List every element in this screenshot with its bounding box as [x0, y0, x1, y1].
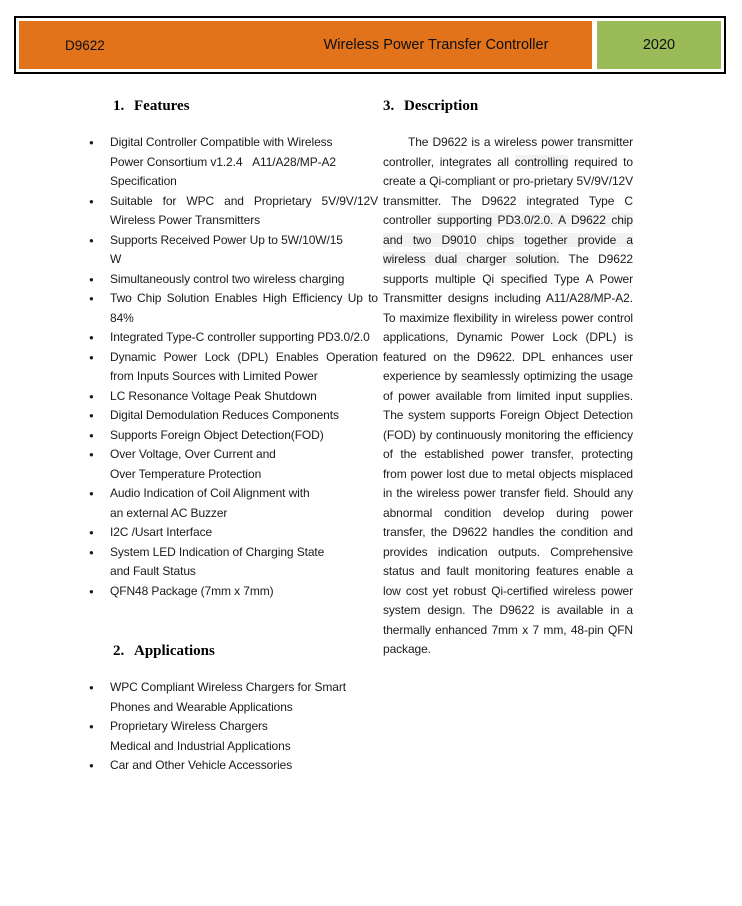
feature-item: ● I2C /Usart Interface: [88, 523, 378, 543]
application-item: ● WPC Compliant Wireless Chargers for Smart Phones and Wearable Applications: [88, 678, 378, 717]
features-heading-label: Features: [134, 98, 190, 114]
description-highlight-segment: controlling: [514, 154, 569, 169]
feature-item: ● Dynamic Power Lock (DPL) Enables Operation from Inputs Sources with Limited Power: [88, 348, 378, 387]
feature-item: ● QFN48 Package (7mm x 7mm): [88, 582, 378, 602]
features-heading: [88, 96, 378, 116]
feature-item: ● Digital Controller Compatible with Wireless Power Consortium v1.2.4 A11/A28/MP-A2 Specification: [88, 133, 378, 192]
feature-item: ● Simultaneously control two wireless charging: [88, 270, 378, 290]
application-item: ● Car and Other Vehicle Accessories: [88, 756, 378, 776]
feature-item: ● Audio Indication of Coil Alignment with an external AC Buzzer: [88, 484, 378, 523]
description-segment: The D9622 supports multiple Qi specified Type A Power Transmitter designs including A11/A28/MP-A2. To maximize flexibility in wireless power control applications, Dynamic Power Lock (DPL) is featured on the D9622. DPL enhances user experience by seamlessly optimizing the usage of power available from limited input supplies. The system supports Foreign Object Detection (FOD) by continuously monitoring the efficiency of the established power transfer, protecting from power lost due to metal objects misplaced in the wireless power transfer field. Should any abnormal condition develop during power transfer, the D9622 handles the condition and provides indication outputs. Comprehensive status and fault monitoring features enable a low cost yet robust Qi-certified wireless power system design. The D9622 is available in a thermally enhanced 7mm x 7 mm, 48-pin QFN package.: [383, 252, 633, 656]
header-orange-band: [19, 21, 592, 69]
feature-item: ● Digital Demodulation Reduces Components: [88, 406, 378, 426]
right-column: [383, 96, 633, 660]
feature-item: ● Two Chip Solution Enables High Efficiency Up to 84%: [88, 289, 378, 328]
year-badge: 2020: [597, 21, 721, 69]
description-heading-label: Description: [404, 98, 479, 114]
applications-heading: [88, 641, 378, 661]
feature-item: ● Supports Received Power Up to 5W/10W/15 W: [88, 231, 378, 270]
description-segment: The D9622 is a wireless power transmitter controller, integrates all: [383, 135, 633, 169]
description-paragraph: [383, 133, 633, 660]
left-column: [88, 96, 378, 776]
description-heading-number: 3.: [383, 98, 395, 114]
applications-list: [88, 678, 378, 776]
feature-item: ● Over Voltage, Over Current and Over Temperature Protection: [88, 445, 378, 484]
part-number: D9622: [65, 37, 105, 53]
description-segment: required to create a Qi-compliant or pro-prietary 5V/9V/12V transmitter. The D9622 integrated Type C controller: [383, 154, 633, 227]
applications-heading-label: Applications: [134, 643, 215, 659]
description-highlight-segment: supporting PD3.0/2.0. A D9622 chip and two D9010 chips together provide a wireless dual charger solution.: [383, 213, 634, 266]
features-list: [88, 133, 378, 601]
applications-heading-number: 2.: [113, 643, 125, 659]
header-banner: [14, 16, 726, 74]
feature-item: ● Integrated Type-C controller supporting PD3.0/2.0: [88, 328, 378, 348]
feature-item: ● LC Resonance Voltage Peak Shutdown: [88, 387, 378, 407]
feature-item: ● Suitable for WPC and Proprietary 5V/9V/12V Wireless Power Transmitters: [88, 192, 378, 231]
features-heading-number: 1.: [113, 98, 125, 114]
feature-item: ● System LED Indication of Charging State and Fault Status: [88, 543, 378, 582]
application-item: ● Proprietary Wireless Chargers Medical and Industrial Applications: [88, 717, 378, 756]
description-heading: [383, 96, 633, 116]
document-title: Wireless Power Transfer Controller: [323, 37, 549, 53]
feature-item: ● Supports Foreign Object Detection(FOD): [88, 426, 378, 446]
